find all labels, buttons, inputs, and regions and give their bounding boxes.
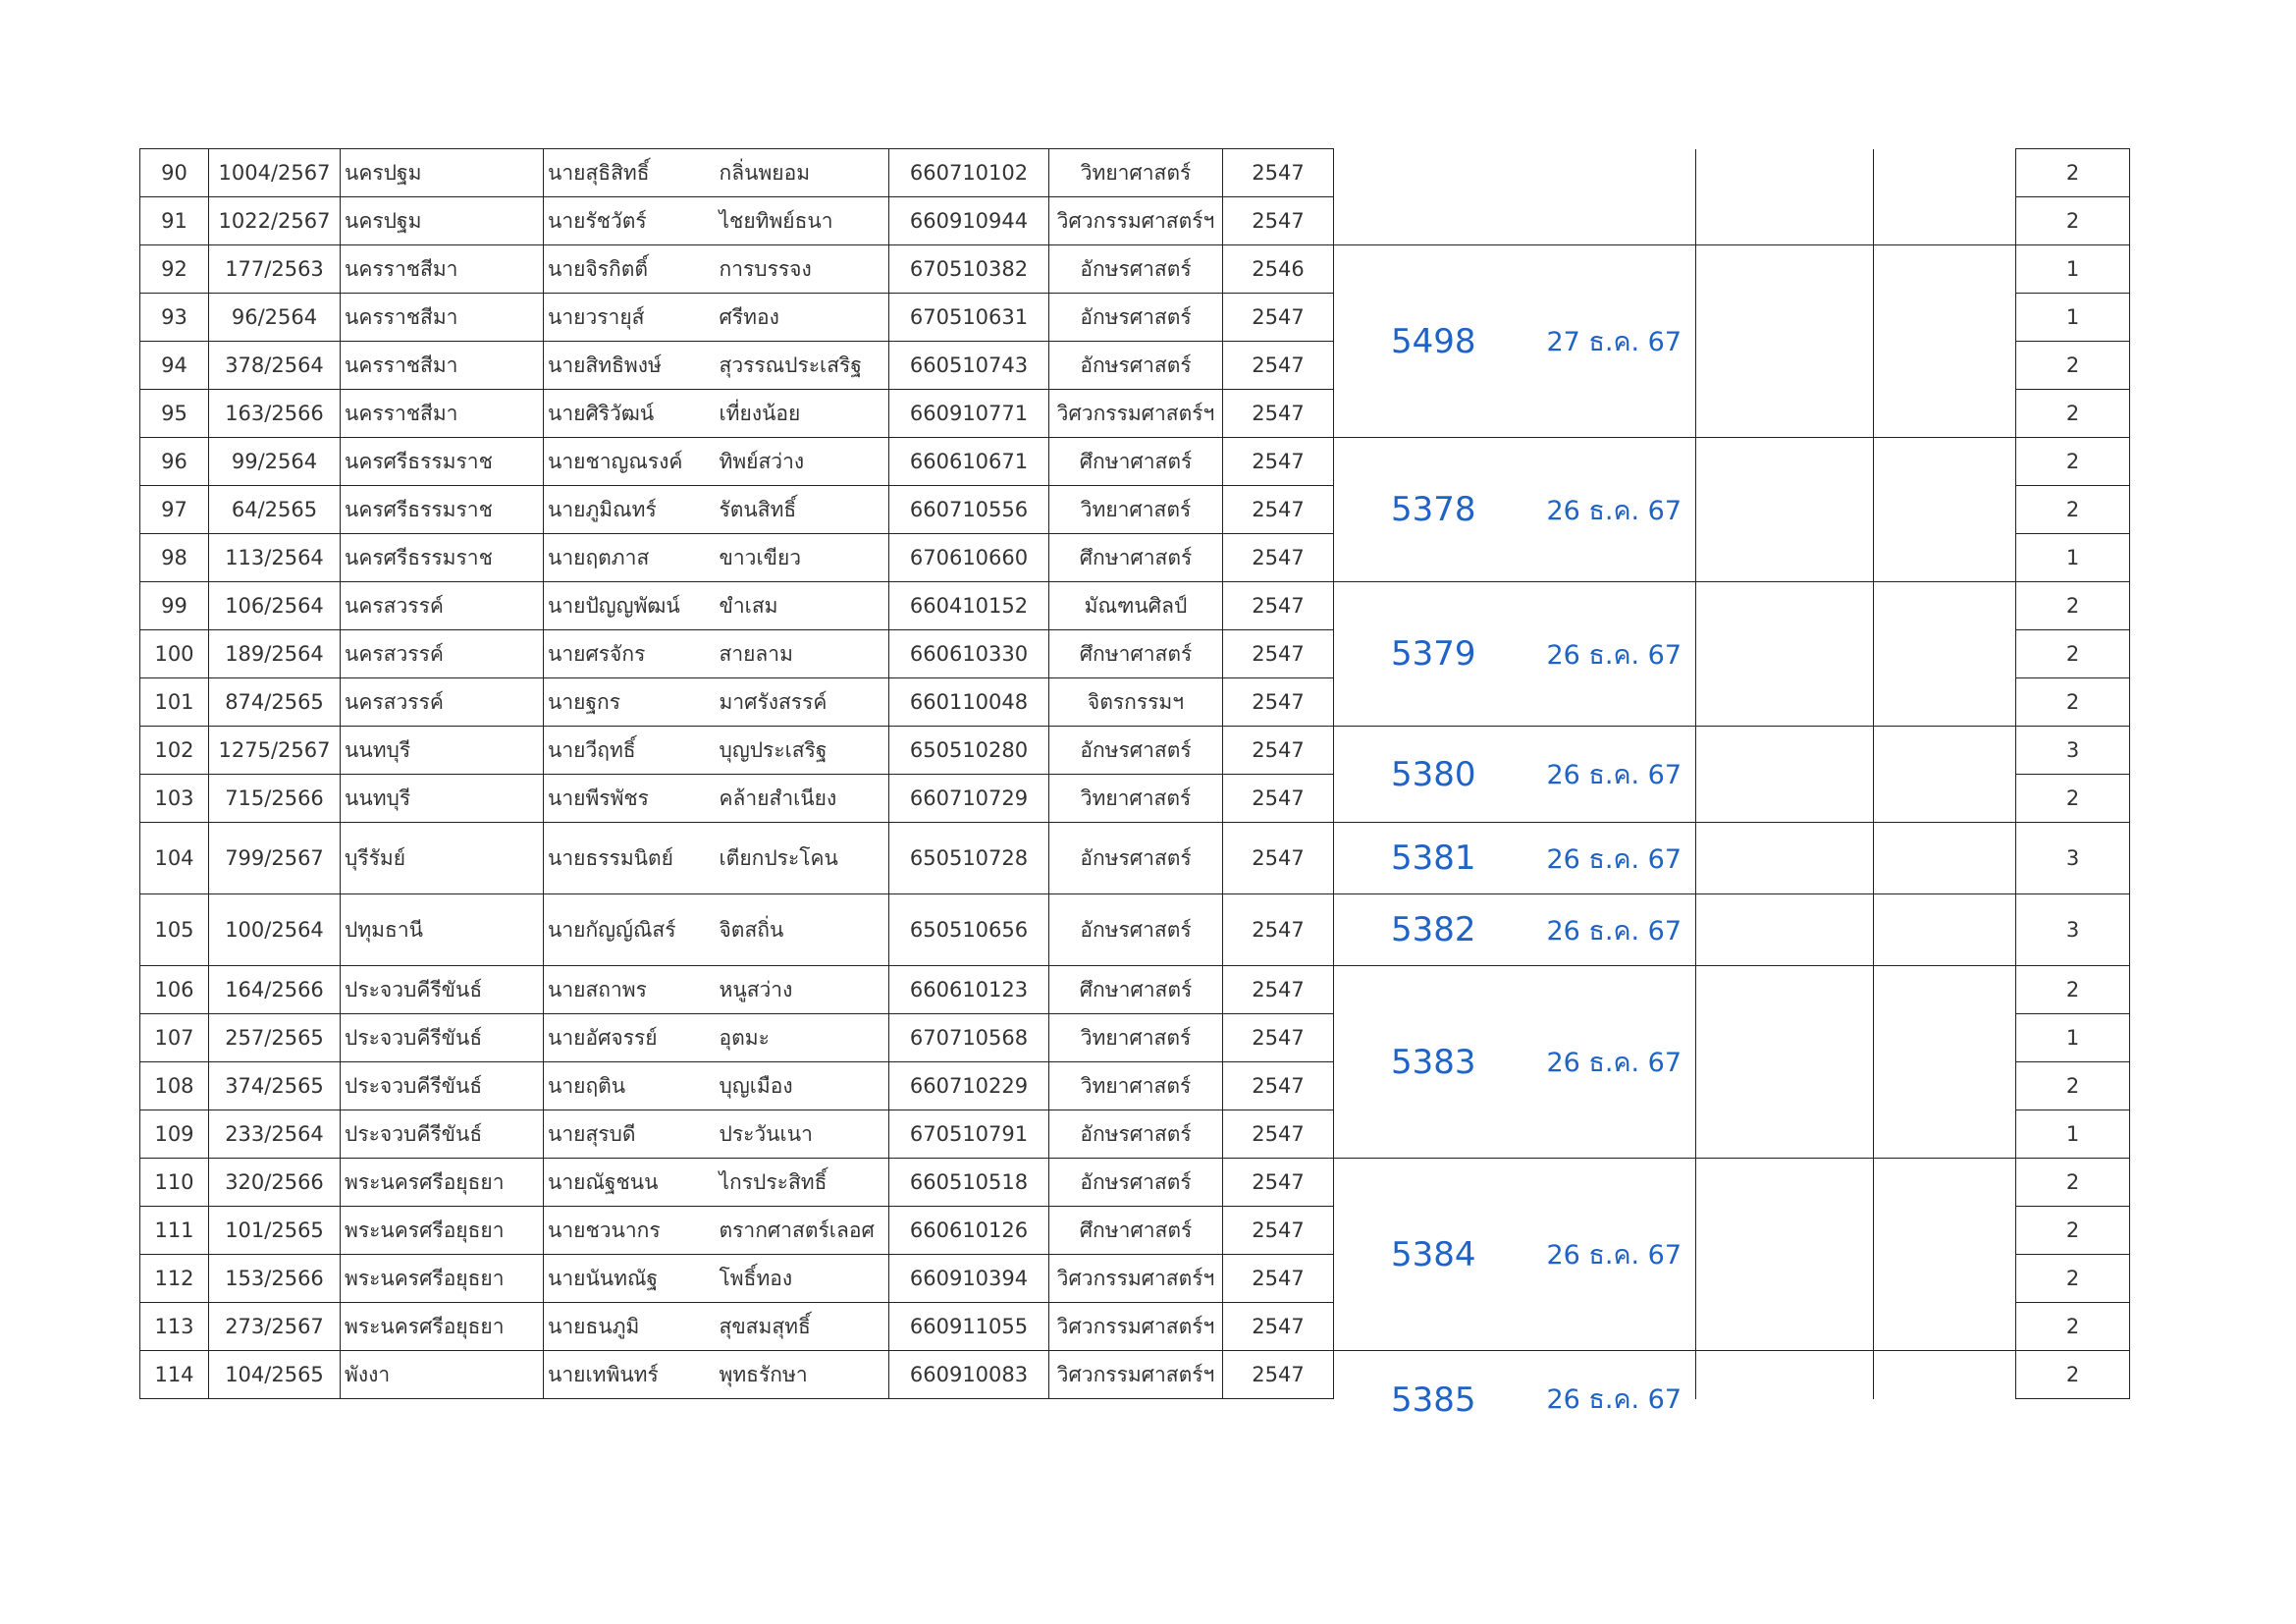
cell-doc: 374/2565 bbox=[209, 1062, 341, 1110]
cell-fac: จิตรกรรมฯ bbox=[1049, 678, 1223, 727]
cell-fname: นายนันทณัฐ bbox=[544, 1255, 716, 1303]
cell-count: 1 bbox=[2016, 1110, 2130, 1159]
cell-id: 660710229 bbox=[889, 1062, 1049, 1110]
cell-id: 670510791 bbox=[889, 1110, 1049, 1159]
cell-doc: 100/2564 bbox=[209, 894, 341, 966]
cell-lname: สายลาม bbox=[716, 630, 889, 678]
cell-doc: 1022/2567 bbox=[209, 197, 341, 245]
cell-year: 2547 bbox=[1223, 678, 1334, 727]
cell-fac: ศึกษาศาสตร์ bbox=[1049, 1207, 1223, 1255]
blank-cell bbox=[1696, 149, 1874, 245]
blank-cell bbox=[1874, 894, 2016, 966]
cell-year: 2547 bbox=[1223, 534, 1334, 582]
blank-cell bbox=[1874, 966, 2016, 1159]
cell-no: 99 bbox=[140, 582, 209, 630]
cell-year: 2547 bbox=[1223, 197, 1334, 245]
group-code: 5379 bbox=[1334, 582, 1533, 727]
group-date-text: 26 ธ.ค. 67 bbox=[1546, 1383, 1682, 1415]
cell-fname: นายสุรบดี bbox=[544, 1110, 716, 1159]
cell-prov: นนทบุรี bbox=[341, 727, 544, 775]
cell-count: 3 bbox=[2016, 894, 2130, 966]
cell-prov: นนทบุรี bbox=[341, 775, 544, 823]
cell-count: 2 bbox=[2016, 149, 2130, 197]
cell-doc: 106/2564 bbox=[209, 582, 341, 630]
cell-doc: 320/2566 bbox=[209, 1159, 341, 1207]
group-date: 26 ธ.ค. 67 bbox=[1533, 1159, 1696, 1351]
cell-prov: พระนครศรีอยุธยา bbox=[341, 1159, 544, 1207]
cell-count: 1 bbox=[2016, 534, 2130, 582]
cell-no: 101 bbox=[140, 678, 209, 727]
cell-year: 2547 bbox=[1223, 438, 1334, 486]
cell-id: 660710729 bbox=[889, 775, 1049, 823]
cell-fname: นายภูมิณทร์ bbox=[544, 486, 716, 534]
cell-id: 660510743 bbox=[889, 342, 1049, 390]
cell-doc: 99/2564 bbox=[209, 438, 341, 486]
cell-fname: นายฤตภาส bbox=[544, 534, 716, 582]
table-row bbox=[140, 1159, 2130, 1207]
cell-fac: วิทยาศาสตร์ bbox=[1049, 1062, 1223, 1110]
cell-doc: 177/2563 bbox=[209, 245, 341, 294]
cell-lname: กลิ่นพยอม bbox=[716, 149, 889, 197]
cell-no: 111 bbox=[140, 1207, 209, 1255]
group-date: 26 ธ.ค. 67 bbox=[1533, 966, 1696, 1159]
cell-id: 650510656 bbox=[889, 894, 1049, 966]
cell-fname: นายชาญณรงค์ bbox=[544, 438, 716, 486]
cell-prov: ประจวบคีรีขันธ์ bbox=[341, 1014, 544, 1062]
cell-no: 103 bbox=[140, 775, 209, 823]
cell-year: 2547 bbox=[1223, 1014, 1334, 1062]
group-code bbox=[1334, 149, 1533, 245]
cell-no: 105 bbox=[140, 894, 209, 966]
cell-count: 2 bbox=[2016, 1351, 2130, 1399]
cell-fac: มัณฑนศิลป์ bbox=[1049, 582, 1223, 630]
cell-count: 2 bbox=[2016, 197, 2130, 245]
cell-year: 2547 bbox=[1223, 582, 1334, 630]
cell-doc: 273/2567 bbox=[209, 1303, 341, 1351]
cell-prov: พระนครศรีอยุธยา bbox=[341, 1303, 544, 1351]
cell-no: 108 bbox=[140, 1062, 209, 1110]
cell-no: 113 bbox=[140, 1303, 209, 1351]
cell-lname: บุญเมือง bbox=[716, 1062, 889, 1110]
cell-year: 2547 bbox=[1223, 486, 1334, 534]
cell-fname: นายสุธิสิทธิ์ bbox=[544, 149, 716, 197]
cell-fname: นายเทพินทร์ bbox=[544, 1351, 716, 1399]
table-row bbox=[140, 823, 2130, 894]
cell-lname: สุวรรณประเสริฐ bbox=[716, 342, 889, 390]
cell-count: 2 bbox=[2016, 1255, 2130, 1303]
document-page bbox=[139, 148, 2129, 1435]
cell-doc: 233/2564 bbox=[209, 1110, 341, 1159]
cell-year: 2547 bbox=[1223, 1351, 1334, 1399]
cell-prov: พังงา bbox=[341, 1351, 544, 1399]
blank-cell bbox=[1874, 245, 2016, 438]
cell-prov: ประจวบคีรีขันธ์ bbox=[341, 1062, 544, 1110]
cell-lname: คล้ายสำเนียง bbox=[716, 775, 889, 823]
cell-lname: การบรรจง bbox=[716, 245, 889, 294]
cell-fname: นายฤติน bbox=[544, 1062, 716, 1110]
cell-year: 2547 bbox=[1223, 390, 1334, 438]
cell-prov: นครศรีธรรมราช bbox=[341, 534, 544, 582]
cell-id: 670610660 bbox=[889, 534, 1049, 582]
cell-no: 109 bbox=[140, 1110, 209, 1159]
cell-prov: นครสวรรค์ bbox=[341, 582, 544, 630]
cell-lname: ไกรประสิทธิ์ bbox=[716, 1159, 889, 1207]
cell-no: 102 bbox=[140, 727, 209, 775]
cell-doc: 715/2566 bbox=[209, 775, 341, 823]
cell-doc: 799/2567 bbox=[209, 823, 341, 894]
cell-id: 670710568 bbox=[889, 1014, 1049, 1062]
cell-lname: ขำเสม bbox=[716, 582, 889, 630]
cell-no: 97 bbox=[140, 486, 209, 534]
cell-id: 660910944 bbox=[889, 197, 1049, 245]
cell-doc: 101/2565 bbox=[209, 1207, 341, 1255]
group-date: 26 ธ.ค. 67 bbox=[1533, 438, 1696, 582]
cell-fname: นายกัญญ์ณิสร์ bbox=[544, 894, 716, 966]
group-date: 26 ธ.ค. 67 bbox=[1533, 582, 1696, 727]
cell-id: 660110048 bbox=[889, 678, 1049, 727]
cell-count: 1 bbox=[2016, 245, 2130, 294]
group-date bbox=[1533, 1351, 1696, 1415]
cell-fac: อักษรศาสตร์ bbox=[1049, 342, 1223, 390]
cell-lname: ทิพย์สว่าง bbox=[716, 438, 889, 486]
cell-doc: 1004/2567 bbox=[209, 149, 341, 197]
cell-id: 660610330 bbox=[889, 630, 1049, 678]
cell-year: 2547 bbox=[1223, 630, 1334, 678]
cell-fname: นายอัศจรรย์ bbox=[544, 1014, 716, 1062]
cell-year: 2547 bbox=[1223, 1159, 1334, 1207]
table-row bbox=[140, 582, 2130, 630]
cell-prov: นครปฐม bbox=[341, 149, 544, 197]
blank-cell bbox=[1696, 582, 1874, 727]
group-code bbox=[1334, 1351, 1533, 1420]
cell-year: 2547 bbox=[1223, 775, 1334, 823]
cell-year: 2547 bbox=[1223, 342, 1334, 390]
cell-no: 90 bbox=[140, 149, 209, 197]
blank-cell bbox=[1874, 1351, 2016, 1399]
cell-prov: นครราชสีมา bbox=[341, 294, 544, 342]
cell-fname: นายวรายุส์ bbox=[544, 294, 716, 342]
table-row bbox=[140, 894, 2130, 966]
cell-prov: นครสวรรค์ bbox=[341, 678, 544, 727]
cell-prov: พระนครศรีอยุธยา bbox=[341, 1207, 544, 1255]
cell-fac: วิทยาศาสตร์ bbox=[1049, 1014, 1223, 1062]
cell-fac: ศึกษาศาสตร์ bbox=[1049, 438, 1223, 486]
blank-cell bbox=[1696, 438, 1874, 582]
cell-year: 2547 bbox=[1223, 1110, 1334, 1159]
cell-fname: นายศรจักร bbox=[544, 630, 716, 678]
cell-fname: นายสิทธิพงษ์ bbox=[544, 342, 716, 390]
cell-fname: นายชวนากร bbox=[544, 1207, 716, 1255]
cell-count: 2 bbox=[2016, 1159, 2130, 1207]
group-code-text: 5385 bbox=[1390, 1380, 1476, 1420]
cell-lname: สุขสมสุทธิ์ bbox=[716, 1303, 889, 1351]
cell-fac: อักษรศาสตร์ bbox=[1049, 823, 1223, 894]
table-row bbox=[140, 149, 2130, 197]
group-date: 26 ธ.ค. 67 bbox=[1533, 727, 1696, 823]
cell-doc: 96/2564 bbox=[209, 294, 341, 342]
blank-cell bbox=[1696, 894, 1874, 966]
cell-fac: อักษรศาสตร์ bbox=[1049, 727, 1223, 775]
cell-fname: นายพีรพัชร bbox=[544, 775, 716, 823]
cell-id: 650510728 bbox=[889, 823, 1049, 894]
group-code: 5382 bbox=[1334, 894, 1533, 966]
cell-fac: อักษรศาสตร์ bbox=[1049, 294, 1223, 342]
cell-id: 660910394 bbox=[889, 1255, 1049, 1303]
blank-cell bbox=[1874, 1159, 2016, 1351]
cell-id: 660710102 bbox=[889, 149, 1049, 197]
registration-table bbox=[139, 148, 2130, 1420]
cell-id: 670510382 bbox=[889, 245, 1049, 294]
cell-count: 2 bbox=[2016, 342, 2130, 390]
cell-fac: วิทยาศาสตร์ bbox=[1049, 149, 1223, 197]
cell-id: 650510280 bbox=[889, 727, 1049, 775]
cell-count: 2 bbox=[2016, 1303, 2130, 1351]
cell-fac: อักษรศาสตร์ bbox=[1049, 1110, 1223, 1159]
cell-no: 96 bbox=[140, 438, 209, 486]
cell-lname: บุญประเสริฐ bbox=[716, 727, 889, 775]
cell-year: 2547 bbox=[1223, 1207, 1334, 1255]
cell-doc: 874/2565 bbox=[209, 678, 341, 727]
cell-year: 2547 bbox=[1223, 294, 1334, 342]
cell-year: 2546 bbox=[1223, 245, 1334, 294]
cell-year: 2547 bbox=[1223, 727, 1334, 775]
cell-lname: ตรากศาสตร์เลอศ bbox=[716, 1207, 889, 1255]
cell-fname: นายศิริวัฒน์ bbox=[544, 390, 716, 438]
cell-no: 94 bbox=[140, 342, 209, 390]
cell-fac: วิศวกรรมศาสตร์ฯ bbox=[1049, 197, 1223, 245]
cell-lname: อุตมะ bbox=[716, 1014, 889, 1062]
cell-lname: จิตสถิ่น bbox=[716, 894, 889, 966]
cell-year: 2547 bbox=[1223, 1255, 1334, 1303]
table-row bbox=[140, 245, 2130, 294]
cell-no: 106 bbox=[140, 966, 209, 1014]
cell-no: 95 bbox=[140, 390, 209, 438]
cell-prov: นครราชสีมา bbox=[341, 390, 544, 438]
cell-doc: 189/2564 bbox=[209, 630, 341, 678]
cell-prov: นครศรีธรรมราช bbox=[341, 438, 544, 486]
cell-doc: 153/2566 bbox=[209, 1255, 341, 1303]
cell-prov: นครราชสีมา bbox=[341, 342, 544, 390]
group-code: 5384 bbox=[1334, 1159, 1533, 1351]
blank-cell bbox=[1696, 245, 1874, 438]
cell-count: 2 bbox=[2016, 966, 2130, 1014]
cell-fac: อักษรศาสตร์ bbox=[1049, 1159, 1223, 1207]
group-date: 26 ธ.ค. 67 bbox=[1533, 894, 1696, 966]
blank-cell bbox=[1696, 823, 1874, 894]
cell-fac: วิศวกรรมศาสตร์ฯ bbox=[1049, 1351, 1223, 1399]
cell-id: 660610671 bbox=[889, 438, 1049, 486]
cell-lname: รัตนสิทธิ์ bbox=[716, 486, 889, 534]
cell-year: 2547 bbox=[1223, 966, 1334, 1014]
cell-fac: ศึกษาศาสตร์ bbox=[1049, 966, 1223, 1014]
blank-cell bbox=[1874, 823, 2016, 894]
cell-id: 660610126 bbox=[889, 1207, 1049, 1255]
cell-prov: นครราชสีมา bbox=[341, 245, 544, 294]
cell-fname: นายณัฐชนน bbox=[544, 1159, 716, 1207]
cell-no: 114 bbox=[140, 1351, 209, 1399]
cell-id: 660710556 bbox=[889, 486, 1049, 534]
table-row bbox=[140, 438, 2130, 486]
cell-fname: นายธนภูมิ bbox=[544, 1303, 716, 1351]
cell-no: 110 bbox=[140, 1159, 209, 1207]
cell-no: 100 bbox=[140, 630, 209, 678]
cell-fac: ศึกษาศาสตร์ bbox=[1049, 630, 1223, 678]
cell-count: 2 bbox=[2016, 438, 2130, 486]
cell-id: 660610123 bbox=[889, 966, 1049, 1014]
blank-cell bbox=[1696, 727, 1874, 823]
cell-count: 2 bbox=[2016, 775, 2130, 823]
cell-fname: นายรัชวัตร์ bbox=[544, 197, 716, 245]
cell-no: 104 bbox=[140, 823, 209, 894]
cell-no: 91 bbox=[140, 197, 209, 245]
cell-lname: ไชยทิพย์ธนา bbox=[716, 197, 889, 245]
cell-prov: บุรีรัมย์ bbox=[341, 823, 544, 894]
cell-prov: นครปฐม bbox=[341, 197, 544, 245]
cell-no: 93 bbox=[140, 294, 209, 342]
cell-fac: ศึกษาศาสตร์ bbox=[1049, 534, 1223, 582]
blank-cell bbox=[1696, 966, 1874, 1159]
cell-no: 98 bbox=[140, 534, 209, 582]
cell-fname: นายปัญญพัฒน์ bbox=[544, 582, 716, 630]
cell-count: 1 bbox=[2016, 294, 2130, 342]
cell-no: 92 bbox=[140, 245, 209, 294]
cell-count: 2 bbox=[2016, 630, 2130, 678]
cell-year: 2547 bbox=[1223, 149, 1334, 197]
cell-id: 660910083 bbox=[889, 1351, 1049, 1399]
blank-cell bbox=[1696, 1159, 1874, 1351]
group-date: 27 ธ.ค. 67 bbox=[1533, 245, 1696, 438]
group-code: 5380 bbox=[1334, 727, 1533, 823]
cell-count: 2 bbox=[2016, 486, 2130, 534]
cell-lname: พุทธรักษา bbox=[716, 1351, 889, 1399]
cell-fac: อักษรศาสตร์ bbox=[1049, 894, 1223, 966]
cell-fname: นายจิรกิตติ์ bbox=[544, 245, 716, 294]
cell-count: 2 bbox=[2016, 1207, 2130, 1255]
cell-lname: เที่ยงน้อย bbox=[716, 390, 889, 438]
cell-doc: 1275/2567 bbox=[209, 727, 341, 775]
blank-cell bbox=[1874, 438, 2016, 582]
cell-lname: ศรีทอง bbox=[716, 294, 889, 342]
cell-id: 660911055 bbox=[889, 1303, 1049, 1351]
cell-fac: วิทยาศาสตร์ bbox=[1049, 775, 1223, 823]
table-row bbox=[140, 1351, 2130, 1399]
cell-count: 3 bbox=[2016, 823, 2130, 894]
table-row bbox=[140, 966, 2130, 1014]
cell-year: 2547 bbox=[1223, 894, 1334, 966]
blank-cell bbox=[1874, 727, 2016, 823]
group-date: 26 ธ.ค. 67 bbox=[1533, 823, 1696, 894]
cell-fname: นายสถาพร bbox=[544, 966, 716, 1014]
cell-prov: ประจวบคีรีขันธ์ bbox=[341, 966, 544, 1014]
cell-prov: ปทุมธานี bbox=[341, 894, 544, 966]
cell-year: 2547 bbox=[1223, 1062, 1334, 1110]
group-code: 5498 bbox=[1334, 245, 1533, 438]
cell-count: 2 bbox=[2016, 390, 2130, 438]
cell-doc: 164/2566 bbox=[209, 966, 341, 1014]
cell-prov: ประจวบคีรีขันธ์ bbox=[341, 1110, 544, 1159]
cell-fac: วิศวกรรมศาสตร์ฯ bbox=[1049, 1303, 1223, 1351]
cell-doc: 378/2564 bbox=[209, 342, 341, 390]
cell-lname: หนูสว่าง bbox=[716, 966, 889, 1014]
cell-count: 2 bbox=[2016, 582, 2130, 630]
blank-cell bbox=[1696, 1351, 1874, 1399]
cell-count: 2 bbox=[2016, 1062, 2130, 1110]
cell-lname: โพธิ์ทอง bbox=[716, 1255, 889, 1303]
table-body bbox=[140, 149, 2130, 1420]
cell-doc: 163/2566 bbox=[209, 390, 341, 438]
group-code: 5381 bbox=[1334, 823, 1533, 894]
cell-count: 1 bbox=[2016, 1014, 2130, 1062]
cell-count: 2 bbox=[2016, 678, 2130, 727]
cell-prov: นครสวรรค์ bbox=[341, 630, 544, 678]
table-row bbox=[140, 727, 2130, 775]
cell-doc: 257/2565 bbox=[209, 1014, 341, 1062]
cell-count: 3 bbox=[2016, 727, 2130, 775]
cell-fac: วิศวกรรมศาสตร์ฯ bbox=[1049, 1255, 1223, 1303]
cell-year: 2547 bbox=[1223, 1303, 1334, 1351]
cell-fname: นายฐกร bbox=[544, 678, 716, 727]
cell-doc: 104/2565 bbox=[209, 1351, 341, 1399]
group-date bbox=[1533, 149, 1696, 245]
cell-id: 660910771 bbox=[889, 390, 1049, 438]
cell-prov: นครศรีธรรมราช bbox=[341, 486, 544, 534]
cell-doc: 64/2565 bbox=[209, 486, 341, 534]
cell-fac: อักษรศาสตร์ bbox=[1049, 245, 1223, 294]
cell-id: 670510631 bbox=[889, 294, 1049, 342]
cell-no: 112 bbox=[140, 1255, 209, 1303]
cell-fac: วิทยาศาสตร์ bbox=[1049, 486, 1223, 534]
cell-lname: ขาวเขียว bbox=[716, 534, 889, 582]
blank-cell bbox=[1874, 582, 2016, 727]
cell-no: 107 bbox=[140, 1014, 209, 1062]
cell-lname: เตียกประโคน bbox=[716, 823, 889, 894]
group-code: 5378 bbox=[1334, 438, 1533, 582]
cell-year: 2547 bbox=[1223, 823, 1334, 894]
blank-cell bbox=[1874, 149, 2016, 245]
cell-id: 660410152 bbox=[889, 582, 1049, 630]
cell-id: 660510518 bbox=[889, 1159, 1049, 1207]
cell-doc: 113/2564 bbox=[209, 534, 341, 582]
cell-fname: นายวีฤทธิ์ bbox=[544, 727, 716, 775]
cell-prov: พระนครศรีอยุธยา bbox=[341, 1255, 544, 1303]
cell-fname: นายธรรมนิตย์ bbox=[544, 823, 716, 894]
cell-lname: ประวันเนา bbox=[716, 1110, 889, 1159]
cell-fac: วิศวกรรมศาสตร์ฯ bbox=[1049, 390, 1223, 438]
cell-lname: มาศรังสรรค์ bbox=[716, 678, 889, 727]
group-code: 5383 bbox=[1334, 966, 1533, 1159]
